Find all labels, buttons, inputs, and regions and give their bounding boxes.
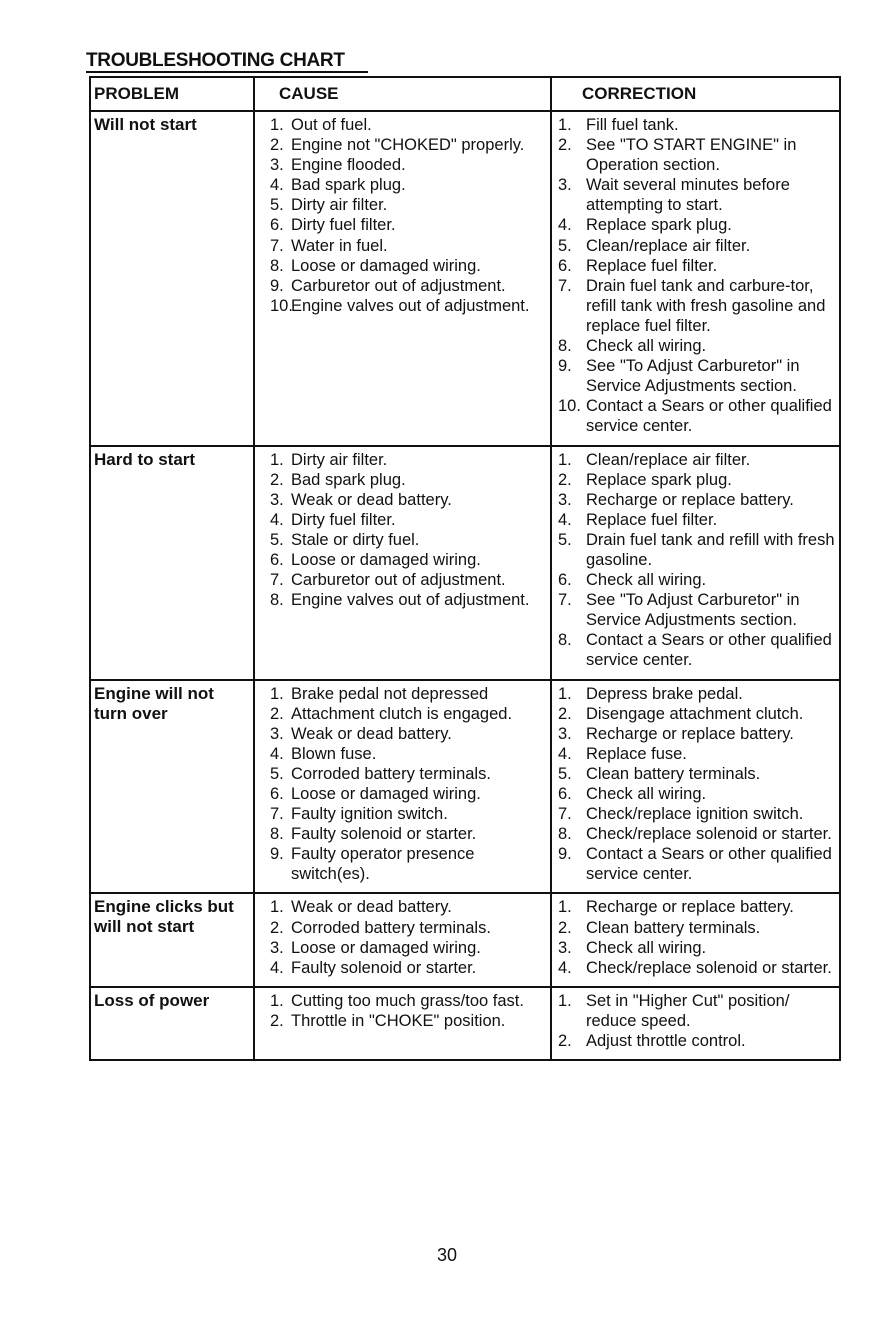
correction-item (552, 724, 839, 744)
correction-text: Check all wiring. (586, 571, 707, 590)
troubleshooting-chart (89, 76, 841, 1061)
cause-text: Weak or dead battery. (291, 724, 452, 743)
correction-text: Clean battery terminals. (586, 918, 761, 937)
item-number: 9. (270, 845, 284, 864)
correction-item (552, 396, 839, 436)
chart-body (91, 111, 839, 1059)
cause-text: Carburetor out of adjustment. (291, 571, 506, 590)
cause-item (255, 490, 550, 510)
problem-cell: Engine will not turn over (91, 680, 254, 894)
item-number: 5. (270, 764, 284, 783)
cause-item (255, 115, 550, 135)
troubleshooting-table (91, 78, 839, 1059)
cause-cell (254, 446, 551, 680)
item-number: 4. (558, 510, 572, 529)
item-number: 4. (558, 216, 572, 235)
item-number: 4. (270, 176, 284, 195)
cause-item (255, 510, 550, 530)
cause-item (255, 764, 550, 784)
item-number: 9. (558, 357, 572, 376)
item-number: 1. (270, 450, 284, 469)
cause-list (255, 988, 550, 1039)
cause-text: Engine valves out of adjustment. (291, 591, 530, 610)
cause-text: Brake pedal not depressed (291, 684, 489, 703)
problem-cell: Hard to start (91, 446, 254, 680)
cause-text: Dirty fuel filter. (291, 510, 396, 529)
cause-text: Dirty fuel filter. (291, 216, 396, 235)
cause-text: Engine valves out of adjustment. (291, 296, 530, 315)
correction-item (552, 590, 839, 630)
correction-text: Replace spark plug. (586, 470, 732, 489)
correction-item (552, 336, 839, 356)
cause-text: Throttle in "CHOKE" position. (291, 1011, 506, 1030)
item-number: 2. (558, 470, 572, 489)
cause-text: Weak or dead battery. (291, 490, 452, 509)
item-number: 3. (558, 724, 572, 743)
correction-text: Disengage attachment clutch. (586, 704, 804, 723)
cause-item (255, 844, 550, 884)
item-number: 9. (270, 276, 284, 295)
correction-item (552, 356, 839, 396)
item-number: 6. (558, 785, 572, 803)
cause-text: Weak or dead battery. (291, 898, 452, 917)
problem-group (91, 111, 839, 446)
correction-cell (551, 111, 839, 446)
correction-text: Check all wiring. (586, 337, 707, 356)
item-number: 4. (558, 744, 572, 763)
item-number: 5. (270, 530, 284, 549)
cause-item (255, 236, 550, 256)
cause-text: Loose or damaged wiring. (291, 256, 481, 275)
item-number: 4. (270, 510, 284, 529)
correction-item (552, 115, 839, 135)
correction-text: Check/replace ignition switch. (586, 805, 804, 824)
correction-text: Replace fuel filter. (586, 510, 718, 529)
item-number: 6. (270, 550, 284, 569)
cause-text: Engine not "CHOKED" properly. (291, 136, 525, 155)
correction-item (552, 784, 839, 804)
item-number: 1. (558, 898, 572, 917)
cause-text: Faulty ignition switch. (291, 805, 448, 824)
item-number: 3. (270, 938, 284, 957)
problem-group (91, 680, 839, 894)
correction-text: Check all wiring. (586, 938, 707, 957)
cause-item (255, 804, 550, 824)
cause-item (255, 195, 550, 215)
header-correction: CORRECTION (551, 78, 839, 111)
cause-text: Blown fuse. (291, 744, 377, 763)
item-number: 5. (270, 196, 284, 215)
item-number: 7. (270, 236, 284, 255)
item-number: 8. (270, 591, 284, 610)
item-number: 3. (558, 490, 572, 509)
correction-item (552, 704, 839, 724)
correction-text: Contact a Sears or other qualified service center. (586, 397, 832, 436)
cause-item (255, 470, 550, 490)
correction-item (552, 256, 839, 276)
item-number: 4. (270, 744, 284, 763)
item-number: 1. (270, 991, 284, 1010)
item-number: 6. (558, 571, 572, 590)
correction-text: Contact a Sears or other qualified service center. (586, 845, 832, 884)
cause-text: Cutting too much grass/too fast. (291, 991, 524, 1010)
problem-cell: Engine clicks but will not start (91, 893, 254, 986)
cause-text: Loose or damaged wiring. (291, 550, 481, 569)
cause-text: Engine flooded. (291, 156, 406, 175)
cause-text: Water in fuel. (291, 236, 388, 255)
correction-item (552, 135, 839, 175)
correction-item (552, 804, 839, 824)
item-number: 7. (558, 591, 572, 610)
cause-item (255, 155, 550, 175)
item-number: 7. (270, 571, 284, 590)
cause-cell (254, 680, 551, 894)
cause-text: Loose or damaged wiring. (291, 785, 481, 803)
item-number: 6. (270, 785, 284, 803)
correction-item (552, 570, 839, 590)
item-number: 3. (270, 724, 284, 743)
item-number: 3. (558, 938, 572, 957)
item-number: 5. (558, 530, 572, 549)
correction-text: Clean/replace air filter. (586, 236, 751, 255)
correction-text: Set in "Higher Cut" position/ reduce speed. (586, 991, 790, 1030)
item-number: 3. (270, 156, 284, 175)
item-number: 1. (270, 116, 284, 134)
item-number: 4. (270, 958, 284, 977)
header-row (91, 78, 839, 111)
correction-text: Replace fuse. (586, 744, 687, 763)
correction-item (552, 1031, 839, 1051)
item-number: 8. (270, 825, 284, 844)
correction-text: Replace fuel filter. (586, 256, 718, 275)
page-number: 30 (436, 1245, 458, 1265)
cause-item (255, 824, 550, 844)
cause-item (255, 958, 550, 978)
item-number: 8. (558, 631, 572, 650)
problem-group (91, 446, 839, 680)
cause-item (255, 918, 550, 938)
correction-text: Depress brake pedal. (586, 684, 743, 703)
correction-cell (551, 987, 839, 1059)
correction-text: Recharge or replace battery. (586, 898, 794, 917)
correction-text: Check/replace solenoid or starter. (586, 958, 832, 977)
item-number: 5. (558, 764, 572, 783)
correction-text: Drain fuel tank and refill with fresh gasoline. (586, 530, 835, 569)
cause-item (255, 256, 550, 276)
correction-item (552, 938, 839, 958)
item-number: 2. (270, 1011, 284, 1030)
correction-text: Check all wiring. (586, 785, 707, 803)
cause-text: Carburetor out of adjustment. (291, 276, 506, 295)
header-problem: PROBLEM (91, 78, 254, 111)
correction-text: Replace spark plug. (586, 216, 732, 235)
correction-cell (551, 446, 839, 680)
cause-text: Corroded battery terminals. (291, 918, 491, 937)
correction-text: Adjust throttle control. (586, 1032, 746, 1051)
cause-list (255, 894, 550, 985)
cause-item (255, 991, 550, 1011)
cause-list (255, 681, 550, 893)
cause-cell (254, 987, 551, 1059)
cause-text: Faulty operator presence switch(es). (291, 845, 475, 884)
correction-item (552, 215, 839, 235)
correction-list (552, 112, 839, 445)
item-number: 10. (558, 397, 581, 416)
item-number: 3. (558, 176, 572, 195)
correction-item (552, 958, 839, 978)
cause-item (255, 744, 550, 764)
cause-item (255, 897, 550, 917)
item-number: 1. (558, 450, 572, 469)
item-number: 2. (558, 704, 572, 723)
problem-cell: Loss of power (94, 990, 210, 1010)
correction-text: See "To Adjust Carburetor" in Service Adjustments section. (586, 591, 800, 630)
item-number: 2. (270, 136, 284, 155)
cause-cell (254, 893, 551, 986)
item-number: 10. (270, 296, 293, 315)
item-number: 8. (558, 825, 572, 844)
correction-item (552, 530, 839, 570)
item-number: 1. (558, 684, 572, 703)
item-number: 5. (558, 236, 572, 255)
cause-text: Loose or damaged wiring. (291, 938, 481, 957)
cause-item (255, 276, 550, 296)
item-number: 6. (558, 256, 572, 275)
item-number: 7. (558, 276, 572, 295)
item-number: 1. (270, 684, 284, 703)
correction-text: Drain fuel tank and carbure-tor, refill tank with fresh gasoline and replace fuel filter. (586, 276, 826, 335)
correction-list (552, 447, 839, 679)
correction-item (552, 236, 839, 256)
problem-group (91, 987, 839, 1059)
item-number: 4. (558, 958, 572, 977)
correction-item (552, 991, 839, 1031)
cause-item (255, 175, 550, 195)
correction-item (552, 175, 839, 215)
item-number: 6. (270, 216, 284, 235)
item-number: 8. (558, 337, 572, 356)
problem-cell: Will not start (91, 111, 254, 446)
cause-text: Attachment clutch is engaged. (291, 704, 513, 723)
correction-item (552, 684, 839, 704)
correction-item (552, 918, 839, 938)
cause-list (255, 112, 550, 324)
cause-item (255, 784, 550, 804)
item-number: 3. (270, 490, 284, 509)
cause-text: Bad spark plug. (291, 176, 406, 195)
cause-item (255, 135, 550, 155)
problem-group (91, 893, 839, 986)
item-number: 2. (558, 1032, 572, 1051)
cause-item (255, 530, 550, 550)
cause-item (255, 938, 550, 958)
cause-list (255, 447, 550, 619)
correction-cell (551, 893, 839, 986)
correction-item (552, 764, 839, 784)
correction-list (552, 894, 839, 985)
item-number: 8. (270, 256, 284, 275)
correction-item (552, 897, 839, 917)
correction-item (552, 276, 839, 336)
cause-item (255, 550, 550, 570)
correction-text: See "To Adjust Carburetor" in Service Adjustments section. (586, 357, 800, 396)
cause-item (255, 724, 550, 744)
cause-item (255, 215, 550, 235)
correction-text: Fill fuel tank. (586, 116, 679, 134)
correction-list (552, 681, 839, 893)
correction-text: Clean battery terminals. (586, 764, 761, 783)
correction-item (552, 510, 839, 530)
cause-text: Bad spark plug. (291, 470, 406, 489)
cause-text: Out of fuel. (291, 116, 372, 134)
correction-item (552, 450, 839, 470)
correction-item (552, 744, 839, 764)
item-number: 2. (558, 136, 572, 155)
correction-text: See "TO START ENGINE" in Operation section. (586, 136, 797, 175)
item-number: 1. (558, 991, 572, 1010)
cause-text: Dirty air filter. (291, 450, 388, 469)
correction-cell (551, 680, 839, 894)
correction-item (552, 470, 839, 490)
cause-item (255, 704, 550, 724)
item-number: 2. (270, 918, 284, 937)
correction-item (552, 490, 839, 510)
correction-text: Clean/replace air filter. (586, 450, 751, 469)
cause-item (255, 570, 550, 590)
item-number: 1. (558, 116, 572, 134)
cause-text: Faulty solenoid or starter. (291, 825, 477, 844)
cause-text: Faulty solenoid or starter. (291, 958, 477, 977)
header-cause: CAUSE (254, 78, 551, 111)
correction-item (552, 630, 839, 670)
correction-list (552, 988, 839, 1059)
item-number: 7. (270, 805, 284, 824)
item-number: 2. (558, 918, 572, 937)
cause-item (255, 450, 550, 470)
cause-text: Dirty air filter. (291, 196, 388, 215)
cause-item (255, 296, 550, 316)
title-underline (86, 71, 368, 73)
correction-item (552, 844, 839, 884)
item-number: 7. (558, 805, 572, 824)
cause-text: Corroded battery terminals. (291, 764, 491, 783)
cause-item (255, 590, 550, 610)
item-number: 1. (270, 898, 284, 917)
correction-text: Recharge or replace battery. (586, 724, 794, 743)
correction-text: Contact a Sears or other qualified service center. (586, 631, 832, 670)
correction-text: Wait several minutes before attempting to start. (586, 176, 790, 215)
correction-item (552, 824, 839, 844)
item-number: 2. (270, 470, 284, 489)
correction-text: Check/replace solenoid or starter. (586, 825, 832, 844)
item-number: 9. (558, 845, 572, 864)
cause-text: Stale or dirty fuel. (291, 530, 420, 549)
cause-cell (254, 111, 551, 446)
item-number: 2. (270, 704, 284, 723)
page-title: TROUBLESHOOTING CHART (86, 50, 345, 71)
correction-text: Recharge or replace battery. (586, 490, 794, 509)
cause-item (255, 684, 550, 704)
cause-item (255, 1011, 550, 1031)
